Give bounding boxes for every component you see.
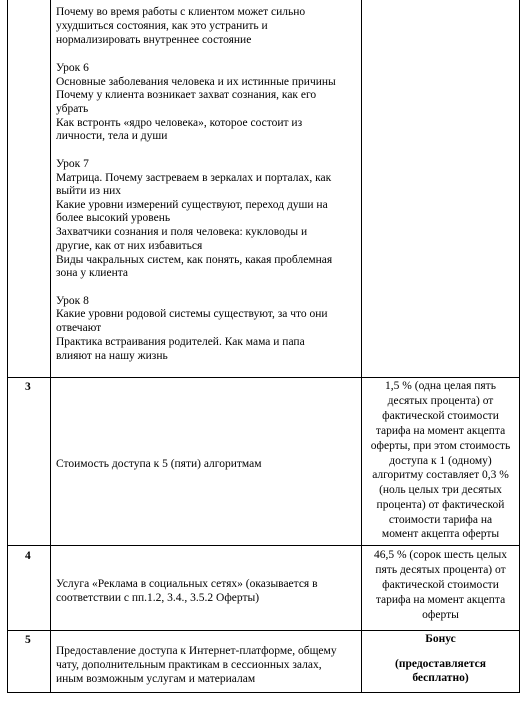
row3-service: Стоимость доступа к 5 (пяти) алгоритмам [56, 458, 262, 470]
lesson8-line-1: Какие уровни родовой системы существуют, за что они [56, 308, 328, 320]
lesson7-line-4: более высокий уровень [56, 212, 171, 224]
lesson6-line-2: Почему у клиента возникает захват сознания, как его [56, 89, 317, 101]
lesson8-line-3: Практика встраивания родителей. Как мама и папа [56, 336, 305, 348]
table-border-bottom [7, 692, 520, 693]
row2-intro-line-3: нормализировать внутреннее состояние [56, 34, 252, 46]
row-divider-4 [7, 545, 520, 546]
lesson7-line-1: Матрица. Почему застреваем в зеркалах и порталах, как [56, 172, 332, 184]
lesson6-line-4: Как встронть «ядро человека», которое состоит из [56, 117, 303, 129]
row5-service-line-1: Предоставление доступа к Интернет-платформе, общему [56, 645, 337, 657]
lesson6-title: Урок 6 [56, 62, 89, 74]
row3-price-line-7: алгоритму составляет 0,3 % [372, 469, 509, 481]
row3-price-line-3: фактической стоимости [382, 410, 499, 422]
row3-price-line-2: десятых процента) от [387, 395, 494, 407]
row2-intro-line-2: ухудшиться состояния, как это устранить и [56, 20, 268, 32]
row4-price-line-5: оферты [422, 609, 459, 621]
lesson7-line-8: зона у клиента [56, 267, 128, 279]
row4-number: 4 [25, 550, 31, 562]
column-divider-number [50, 0, 51, 693]
lesson7-line-3: Какие уровни измерений существуют, переход души на [56, 199, 328, 211]
row4-service-line-2: соответствии с пп.1.2, 3.4., 3.5.2 Оферты) [56, 592, 260, 604]
row4-price-line-2: пять десятых процента) от [375, 564, 506, 576]
row3-price-line-6: доступа к 1 (одному) [389, 455, 492, 467]
lesson6-line-1: Основные заболевания человека и их истинные причины [56, 76, 336, 88]
row3-number: 3 [25, 381, 31, 393]
table-border-left [7, 0, 8, 693]
row5-price-line-2: бесплатно) [412, 672, 469, 684]
row5-service-line-2: чату, дополнительным практикам в сессионных залах, [56, 659, 322, 671]
table-border-right [519, 0, 520, 693]
row3-price-line-10: стоимости тарифа на [388, 514, 493, 526]
row3-price-line-8: (ноль целых три десятых [379, 484, 502, 496]
row-divider-5 [7, 630, 520, 631]
lesson8-title: Урок 8 [56, 295, 89, 307]
row3-price-line-9: процента) от фактической [376, 499, 505, 511]
row5-price-line-1: (предоставляется [395, 658, 486, 670]
lesson6-line-3: убрать [56, 103, 89, 115]
row5-price-title: Бонус [425, 633, 456, 645]
row-divider-3 [7, 377, 520, 378]
lesson6-line-5: личности, тела и души [56, 130, 168, 142]
lesson7-title: Урок 7 [56, 158, 89, 170]
row4-price-line-3: фактической стоимости [382, 579, 499, 591]
lesson7-line-7: Виды чакральных систем, как понять, какая проблемная [56, 254, 333, 266]
row3-price-line-11: момент акцепта оферты [381, 528, 500, 540]
lesson7-line-2: выйти из них [56, 185, 121, 197]
row3-price-line-5: оферты, при этом стоимость [370, 440, 511, 452]
lesson8-line-2: отвечают [56, 322, 102, 334]
lesson7-line-5: Захватчики сознания и поля человека: кукловоды и [56, 226, 308, 238]
row3-price-line-4: тарифа на момент акцепта [375, 425, 506, 437]
row4-price-line-1: 46,5 % (сорок шесть целых [373, 549, 508, 561]
row4-service-line-1: Услуга «Реклама в социальных сетях» (оказывается в [56, 578, 318, 590]
row5-number: 5 [25, 634, 31, 646]
row2-intro-line-1: Почему во время работы с клиентом может сильно [56, 6, 306, 18]
lesson8-line-4: влияют на нашу жизнь [56, 350, 168, 362]
row3-price-line-1: 1,5 % (одна целая пять [385, 380, 496, 392]
row4-price-line-4: тарифа на момент акцепта [375, 594, 506, 606]
lesson7-line-6: другие, как от них избавиться [56, 240, 203, 252]
row5-service-line-3: иным возможным услугам и материалам [56, 673, 256, 685]
